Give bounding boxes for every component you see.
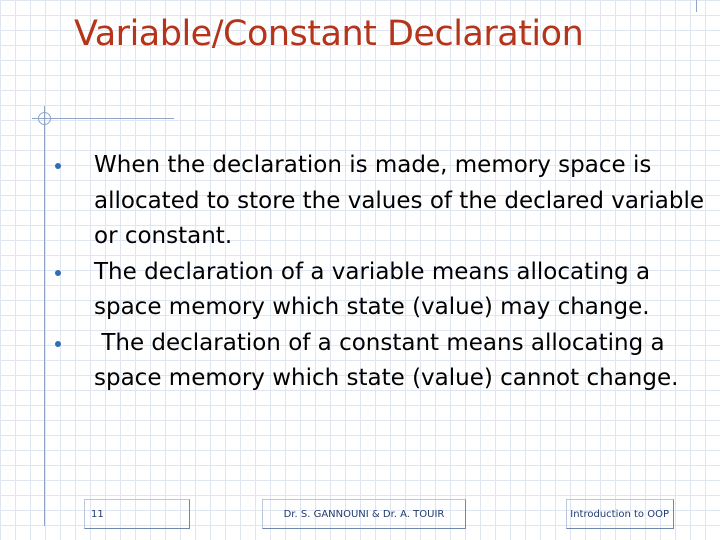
- bullet-dot-icon: [55, 341, 61, 347]
- bullet-dot-icon: [55, 163, 61, 169]
- bullet-item: [48, 148, 708, 255]
- bullet-dot-icon: [55, 270, 61, 276]
- footer-authors: Dr. S. GANNOUNI & Dr. A. TOUIR: [262, 499, 466, 529]
- bullet-item: [48, 255, 708, 326]
- corner-rule: [696, 0, 697, 12]
- bullet-text: The declaration of a constant means allocating a space memory which state (value) cannot change.: [94, 329, 679, 391]
- rule-circle-icon: [38, 112, 51, 125]
- vertical-rule: [44, 106, 45, 526]
- horizontal-rule: [32, 118, 174, 119]
- slide-title: Variable/Constant Declaration: [74, 14, 584, 54]
- bullet-text: The declaration of a variable means allocating a space memory which state (value) may change.: [94, 258, 651, 320]
- bullet-text: When the declaration is made, memory space is allocated to store the values of the declared variable or constant.: [94, 152, 705, 249]
- bullet-item: [48, 326, 708, 397]
- bullet-list: [48, 148, 708, 397]
- footer-page-number: 11: [84, 499, 190, 529]
- footer-course-title: Introduction to OOP: [566, 499, 674, 529]
